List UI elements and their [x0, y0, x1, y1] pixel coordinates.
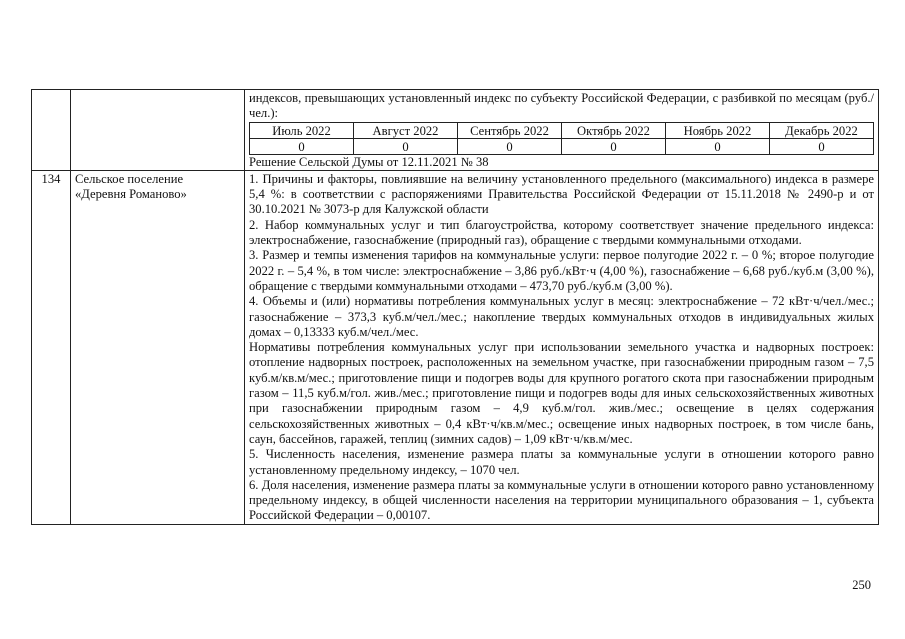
settlement-name-line: «Деревня Романово» — [75, 187, 187, 202]
paragraph-population: 5. Численность населения, изменение размера платы за коммунальные услуги в отношении которого равно установленному предельному индексу, – 1070 чел. — [249, 447, 874, 477]
page-number: 250 — [852, 578, 871, 592]
month-value: 0 — [666, 138, 770, 154]
month-header: Октябрь 2022 — [562, 122, 666, 138]
month-value: 0 — [250, 138, 354, 154]
paragraph-causes: 1. Причины и факторы, повлиявшие на величину установленного предельного (максимального) индекса в размере 5,4 %: в соответствии с распоряжениями Правительства Российской Федерации от 15.11.2018 № 2490-р и от 30.10.2021 № 3073-р для Калужской области — [249, 171, 874, 217]
description-cell — [245, 170, 879, 524]
month-value: 0 — [458, 138, 562, 154]
month-value: 0 — [562, 138, 666, 154]
month-header: Ноябрь 2022 — [666, 122, 770, 138]
paragraph-consumption-volumes: 4. Объемы и (или) нормативы потребления коммунальных услуг в месяц: электроснабжение – 72 кВт·ч/чел./мес.; газоснабжение – 373,3 куб.м/чел./мес.; накопление твердых коммунальных отходов в индивидуальных жилых домах – 0,13333 куб.м/чел./мес. — [249, 294, 874, 339]
table-row-134 — [32, 170, 879, 524]
months-intro-text: индексов, превышающих установленный индекс по субъекту Российской Федерации, с разбивкой по месяцам (руб./чел.): — [249, 91, 874, 121]
settlement-name-cell — [71, 170, 245, 524]
table-row-previous — [32, 90, 879, 171]
description-cell — [245, 90, 879, 171]
row-number-cell: 134 — [32, 170, 71, 524]
settlement-name-line: Сельское поселение — [75, 171, 184, 186]
month-value: 0 — [770, 138, 874, 154]
month-value-row — [250, 138, 874, 154]
settlement-name-cell — [71, 90, 245, 171]
paragraph-population-share: 6. Доля населения, изменение размера платы за коммунальные услуги в отношении которого равно установленному предельному индексу, в общей численности населения на территории муниципального образования – 1, субъекта Российской Федерации – 0,00107. — [249, 477, 874, 523]
month-header: Декабрь 2022 — [770, 122, 874, 138]
row-number-cell — [32, 90, 71, 171]
document-table — [31, 89, 879, 525]
decision-text: Решение Сельской Думы от 12.11.2021 № 38 — [249, 154, 489, 169]
paragraph-tariffs: 3. Размер и темпы изменения тарифов на коммунальные услуги: первое полугодие 2022 г. – 0 %; второе полугодие 2022 г. – 5,4 %, в том числе: электроснабжение – 3,86 руб./кВт·ч (4,00 %), газоснабжение – 6,68 руб./куб.м (3,00 %), обращение с твердыми коммунальными отходами – 473,70 руб./куб.м (3,00 %). — [249, 248, 874, 293]
month-value: 0 — [354, 138, 458, 154]
paragraph-land-norms: Нормативы потребления коммунальных услуг при использовании земельного участка и надворных построек: отопление надворных построек, расположенных на земельном участке, при газоснабжении природным газом – 7,5 куб.м/кв.м/мес.; приготовление пищи и подогрев воды для крупного рогатого скота при газоснабжении природным газом – 11,5 куб.м/гол. жив./мес.; приготовление пищи и подогрев воды для иных сельскохозяйственных животных при газоснабжении природным газом – 4,9 куб.м/гол. жив./мес.; освещение в целях содержания сельскохозяйственных животных – 0,4 кВт·ч/кв.м/мес.; освещение иных надворных построек, в том числе бань, саун, бассейнов, гаражей, теплиц (зимних садов) – 1,09 кВт·ч/кв.м/мес. — [249, 340, 874, 446]
month-header: Август 2022 — [354, 122, 458, 138]
month-header: Сентябрь 2022 — [458, 122, 562, 138]
month-header: Июль 2022 — [250, 122, 354, 138]
paragraph-services-set: 2. Набор коммунальных услуг и тип благоустройства, которому соответствует значение предельного индекса: электроснабжение, газоснабжение (природный газ), обращение с твердыми коммунальными отходами. — [249, 217, 874, 248]
monthly-payments-table — [249, 122, 874, 155]
month-header-row — [250, 122, 874, 138]
